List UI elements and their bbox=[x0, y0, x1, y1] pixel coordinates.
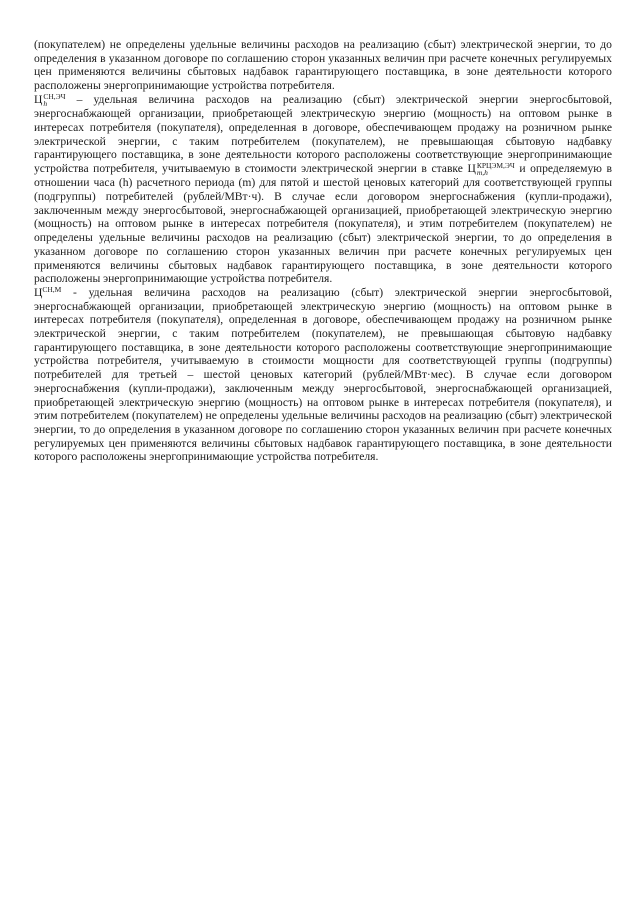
paragraph-2-text-b: и определяемую в отношении часа (h) расчетного периода (m) для пятой и шестой ценовых категорий для соответствующей группы (подгруппы) потребителей (рублей/МВт·ч). В случае если договором энергоснабжения (купли-продажи), заключенным между энергосбытовой, энергоснабжающей организацией, приобретающей электрическую энергию (мощность) на оптовом рынке в интересах потребителя (покупателя), и этим потребителем (покупателем) не определены удельные величины расходов на реализацию (сбыт) электрической энергии, то до определения в указанном договоре по соглашению сторон указанных величин при расчете конечных регулируемых цен применяются величины сбытовых надбавок гарантирующего поставщика, в зоне деятельности которого расположены энергопринимающие устройства потребителя. bbox=[34, 161, 612, 286]
inline-symbol-base: Ц bbox=[467, 161, 476, 175]
formula-symbol-c-krcem-ech bbox=[467, 161, 515, 178]
symbol-base: Ц bbox=[34, 92, 43, 106]
inline-symbol-indices bbox=[477, 162, 515, 176]
paragraph-1: (покупателем) не определены удельные величины расходов на реализацию (сбыт) электрической энергии, то до определения в указанном договоре по соглашению сторон указанных величин при расчете конечных регулируемых цен применяются величины сбытовых надбавок гарантирующего поставщика, в зоне деятельности которого расположены энергопринимающие устройства потребителя. bbox=[34, 38, 612, 93]
symbol-superscript: СН,ЭЧ bbox=[43, 92, 66, 102]
document-page bbox=[34, 38, 612, 464]
inline-symbol-subscript: m,h bbox=[476, 168, 488, 178]
symbol-indices bbox=[43, 93, 65, 107]
paragraph-3 bbox=[34, 286, 612, 464]
paragraph-2 bbox=[34, 93, 612, 286]
symbol-superscript: СН,М bbox=[42, 284, 62, 294]
paragraph-2-text-a: – удельная величина расходов на реализацию (сбыт) электрической энергии энергосбытовой, энергоснабжающей организации, приобретающей электрическую энергию (мощность) на оптовом рынке в интересах потребителя (покупателя), определенная в договоре, обеспечивающем продажу на розничном рынке электрической энергии, с таким потребителем (покупателем), не превышающая сбытовую надбавку гарантирующего поставщика, в зоне деятельности которого расположены соответствующие энергопринимающие устройства потребителя, учитываемую в стоимости электрической энергии в ставке bbox=[34, 92, 612, 175]
inline-symbol-superscript: КРЦЭМ,ЭЧ bbox=[476, 161, 515, 171]
symbol-subscript: h bbox=[43, 99, 48, 109]
paragraph-3-text: - удельная величина расходов на реализацию (сбыт) электрической энергии энергосбытовой, энергоснабжающей организации, приобретающей электрическую энергию (мощность) на оптовом рынке в интересах потребителя (покупателя), определенная в договоре, обеспечивающем продажу на розничном рынке электрической энергии, с таким потребителем (покупателем), не превышающая сбытовую надбавку гарантирующего поставщика, в зоне деятельности которого расположены соответствующие энергопринимающие устройства потребителя, учитываемую в стоимости мощности для соответствующей группы (подгруппы) потребителей для третьей – шестой ценовых категорий (рублей/МВт·мес). В случае если договором энергоснабжения (купли-продажи), заключенным между энергосбытовой, энергоснабжающей организацией, приобретающей электрическую энергию (мощность) на оптовом рынке в интересах потребителя (покупателя), и этим потребителем (покупателем) не определены удельные величины расходов на реализацию (сбыт) электрической энергии, то до определения в указанном договоре по соглашению сторон указанных величин при расчете конечных регулируемых цен применяются величины сбытовых надбавок гарантирующего поставщика, в зоне деятельности которого расположены энергопринимающие устройства потребителя. bbox=[34, 285, 612, 464]
formula-symbol-c-sn-m bbox=[34, 286, 61, 299]
symbol-base: Ц bbox=[34, 285, 43, 299]
formula-symbol-c-sn-ech-h bbox=[34, 92, 66, 109]
